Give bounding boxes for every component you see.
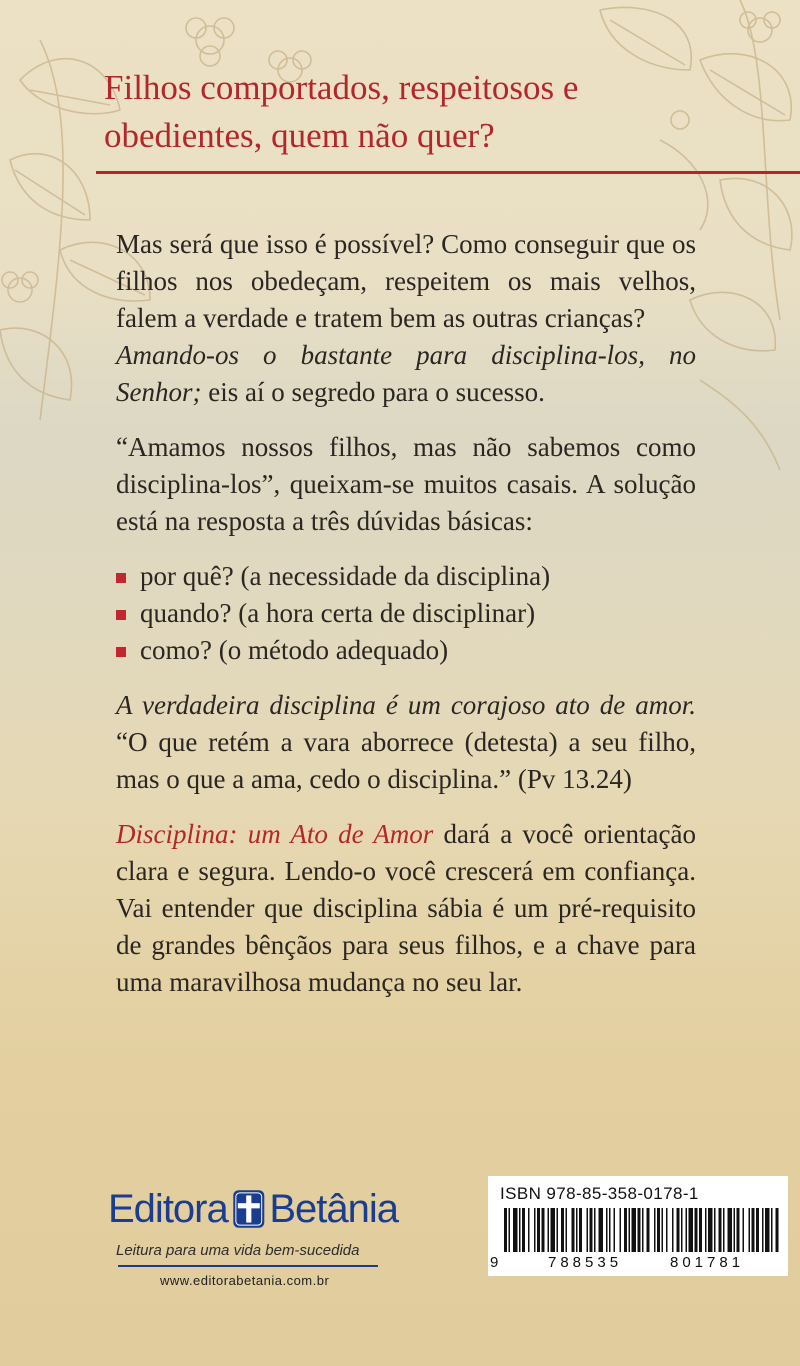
doubts-list <box>116 558 696 669</box>
publisher-logo <box>108 1178 398 1288</box>
barcode <box>500 1208 780 1252</box>
publisher-name-editora: Editora <box>108 1186 228 1231</box>
publisher-name-betania: Betânia <box>269 1186 398 1231</box>
slogan-divider <box>118 1265 378 1267</box>
proverb-quote: “O que retém a vara aborrece (detesta) a seu filho, mas o que a ama, cedo o disciplina.” (Pv 13.24) <box>116 727 696 794</box>
closing-paragraph <box>116 816 696 1001</box>
proverb-paragraph <box>116 687 696 798</box>
closing-text: dará a você orientação clara e segura. Lendo-o você crescerá em confiança. Vai entender que disciplina sábia é um pré-requisito de grandes bênçãos para seus filhos, e a chave para uma maravilhosa mudança no seu lar. <box>116 819 696 997</box>
bullet-square-icon <box>116 647 126 657</box>
barcode-digits-right: 801781 <box>670 1254 745 1271</box>
bible-cross-icon <box>232 1178 266 1240</box>
intro-question: Mas será que isso é possível? Como conseguir que os filhos nos obedeçam, respeitem os mais velhos, falem a verdade e tratem bem as outras crianças? <box>116 229 696 333</box>
bullet-square-icon <box>116 573 126 583</box>
headline: Filhos comportados, respeitosos e obedientes, quem não quer? <box>104 68 579 155</box>
intro-answer <box>116 337 696 411</box>
isbn-barcode-panel <box>488 1176 788 1276</box>
list-item: quando? (a hora certa de disciplinar) <box>116 595 696 632</box>
isbn-number: ISBN 978-85-358-0178-1 <box>500 1184 699 1203</box>
list-item: por quê? (a necessidade da disciplina) <box>116 558 696 595</box>
bullet-square-icon <box>116 610 126 620</box>
headline-divider <box>96 171 800 174</box>
list-item: como? (o método adequado) <box>116 632 696 669</box>
book-title: Disciplina: um Ato de Amor <box>116 819 434 849</box>
intro-answer-italic: Amando-os o bastante para disciplina-los, no Senhor; <box>116 340 696 407</box>
intro-answer-rest: eis aí o segredo para o sucesso. <box>201 377 545 407</box>
publisher-website: www.editorabetania.com.br <box>160 1273 330 1288</box>
blurb-body <box>116 226 696 1001</box>
publisher-slogan: Leitura para uma vida bem-sucedida <box>116 1242 360 1259</box>
complaint-paragraph: “Amamos nossos filhos, mas não sabemos como disciplina-los”, queixam-se muitos casais. A solução está na resposta a três dúvidas básicas: <box>116 432 696 536</box>
proverb-italic: A verdadeira disciplina é um corajoso ato de amor. <box>116 690 696 720</box>
barcode-digits-left: 788535 <box>548 1254 623 1271</box>
barcode-digit-first: 9 <box>490 1254 499 1271</box>
